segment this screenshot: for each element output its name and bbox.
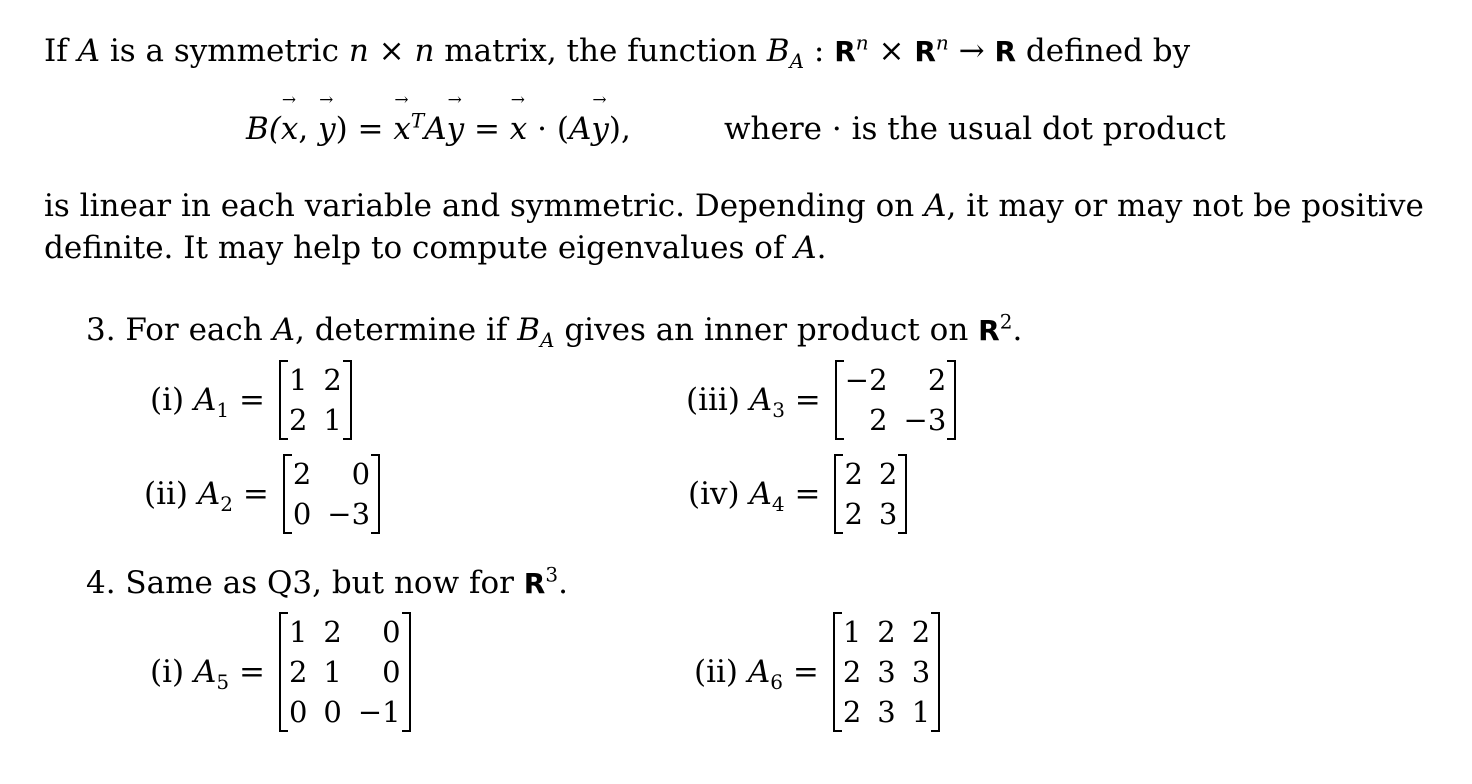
vector-y: y →	[447, 109, 465, 149]
intro-text: If	[44, 33, 78, 69]
display-equation	[246, 108, 1226, 149]
matrix-entry: 0	[382, 615, 401, 649]
matrix-entry: 3	[877, 655, 896, 689]
para-text: .	[816, 230, 827, 266]
paragraph-line	[44, 228, 827, 268]
subscript-A: A	[789, 49, 805, 74]
intro-line	[44, 31, 1190, 72]
eq-close: ),	[608, 111, 631, 147]
item-number: (ii)	[694, 654, 748, 690]
para-text: , it may or may not be positive	[946, 188, 1424, 224]
matrix-entry: 3	[878, 497, 898, 531]
matrix-item-A5	[150, 612, 411, 732]
matrix-entry: −2	[844, 363, 888, 397]
vector-y: y →	[318, 109, 336, 149]
symbol-B: B	[517, 312, 541, 348]
matrix-label	[144, 476, 269, 517]
matrix-entry: 1	[323, 403, 342, 437]
matrix-entry: 2	[323, 363, 342, 397]
matrix	[833, 612, 940, 732]
matrix-entry: 2	[288, 655, 308, 689]
matrix-entry: 2	[842, 695, 862, 729]
equals-sign: =	[229, 654, 265, 690]
matrix-entry: 1	[842, 615, 862, 649]
equals-sign: =	[783, 654, 819, 690]
symbol-n: n	[348, 33, 369, 69]
matrix-entry: −3	[327, 497, 371, 531]
vector-x: x →	[393, 109, 410, 149]
matrix-entry: 2	[927, 363, 947, 397]
matrix-entry: 2	[844, 457, 863, 491]
subscript-A: A	[540, 328, 555, 353]
matrix-subscript: 1	[216, 398, 230, 423]
matrix-entry: 0	[288, 695, 308, 729]
matrix-entry: 1	[288, 363, 308, 397]
item-number: (i)	[150, 382, 194, 418]
question-text: 4. Same as Q3, but now for	[86, 565, 524, 601]
para-text: definite. It may help to compute eigenvalues of	[44, 230, 795, 266]
item-number: (ii)	[144, 476, 198, 512]
superscript-n: n	[935, 30, 949, 55]
symbol-A: A	[77, 33, 100, 69]
matrix-entry: 0	[382, 655, 401, 689]
matrix-subscript: 4	[771, 492, 785, 517]
symbol-A: A	[749, 382, 773, 418]
equals-sign: =	[784, 382, 821, 418]
matrix-entry: 2	[911, 615, 931, 649]
para-text: is linear in each variable and symmetric. Depending on	[44, 188, 925, 224]
question-text: 3. For each	[86, 312, 273, 348]
matrix-label	[150, 382, 265, 423]
intro-text: is a symmetric	[99, 33, 349, 69]
superscript-n: n	[855, 30, 869, 55]
matrix-entry: 0	[292, 497, 312, 531]
where-note: where · is the usual dot product	[724, 111, 1226, 147]
matrix	[283, 454, 380, 534]
eq-equals: =	[464, 111, 510, 147]
matrix	[279, 360, 352, 440]
matrix	[835, 360, 957, 440]
matrix-entry: 2	[842, 655, 862, 689]
symbol-A: A	[568, 111, 592, 147]
symbol-A: A	[197, 476, 221, 512]
matrix-item-A4	[688, 454, 907, 534]
symbol-A: A	[424, 111, 447, 147]
colon: :	[804, 33, 835, 69]
times-sign: ×	[368, 33, 415, 69]
matrix	[834, 454, 907, 534]
matrix-entry: 0	[323, 695, 342, 729]
symbol-A: A	[193, 654, 217, 690]
matrix-entry: 2	[877, 615, 896, 649]
item-number: (i)	[150, 654, 194, 690]
reals-symbol: R	[978, 314, 1000, 347]
equals-sign: =	[233, 476, 269, 512]
matrix	[279, 612, 411, 732]
matrix-item-A3	[686, 360, 956, 440]
symbol-A: A	[747, 654, 771, 690]
question-3	[86, 310, 1022, 351]
eq-comma: ,	[298, 111, 319, 147]
vector-x: x →	[510, 109, 527, 149]
reals-symbol: R	[914, 35, 936, 68]
matrix-entry: 2	[878, 457, 898, 491]
matrix-label	[694, 654, 819, 695]
symbol-A: A	[749, 476, 772, 512]
period: .	[558, 565, 568, 601]
matrix-entry: 1	[288, 615, 308, 649]
symbol-A: A	[794, 230, 817, 266]
matrix-subscript: 5	[216, 670, 230, 695]
times-sign: ×	[868, 33, 915, 69]
eq-equals: ) =	[335, 111, 394, 147]
matrix-subscript: 2	[220, 492, 233, 517]
matrix-entry: 3	[877, 695, 896, 729]
matrix-entry: 2	[292, 457, 312, 491]
matrix-entry: 3	[911, 655, 931, 689]
question-4	[86, 563, 568, 604]
symbol-B: B	[766, 33, 790, 69]
matrix-entry: −1	[357, 695, 401, 729]
matrix-label	[688, 476, 821, 517]
reals-symbol: R	[994, 35, 1017, 68]
matrix-subscript: 3	[772, 398, 785, 423]
matrix-entry: 2	[323, 615, 342, 649]
matrix-subscript: 6	[770, 670, 783, 695]
item-number: (iv)	[688, 476, 750, 512]
matrix-entry: 0	[351, 457, 371, 491]
intro-text: defined by	[1016, 33, 1191, 69]
vector-y: y →	[591, 109, 609, 149]
equals-sign: =	[229, 382, 265, 418]
question-text: , determine if	[294, 312, 518, 348]
matrix-entry: 1	[323, 655, 342, 689]
matrix-entry: 2	[844, 497, 863, 531]
vector-x: x →	[281, 109, 298, 149]
arrow: →	[948, 33, 995, 69]
symbol-A: A	[193, 382, 217, 418]
matrix-entry: 2	[869, 403, 888, 437]
matrix-item-A2	[144, 454, 380, 534]
superscript-2: 2	[999, 309, 1013, 334]
intro-text: matrix, the function	[434, 33, 767, 69]
reals-symbol: R	[523, 567, 546, 600]
eq-dot: · (	[527, 111, 569, 147]
symbol-A: A	[272, 312, 295, 348]
matrix-label	[686, 382, 821, 423]
paragraph-line	[44, 186, 1424, 226]
period: .	[1012, 312, 1023, 348]
matrix-entry: 1	[911, 695, 931, 729]
superscript-3: 3	[545, 562, 559, 587]
symbol-A: A	[924, 188, 947, 224]
item-number: (iii)	[686, 382, 750, 418]
matrix-entry: −3	[903, 403, 947, 437]
reals-symbol: R	[834, 35, 856, 68]
matrix-item-A1	[150, 360, 352, 440]
eq-B-open: B(	[246, 111, 281, 147]
symbol-n: n	[414, 33, 435, 69]
question-text: gives an inner product on	[554, 312, 979, 348]
equals-sign: =	[784, 476, 821, 512]
matrix-entry: 2	[288, 403, 308, 437]
transpose-T: T	[410, 108, 425, 133]
matrix-label	[150, 654, 265, 695]
matrix-item-A6	[694, 612, 940, 732]
